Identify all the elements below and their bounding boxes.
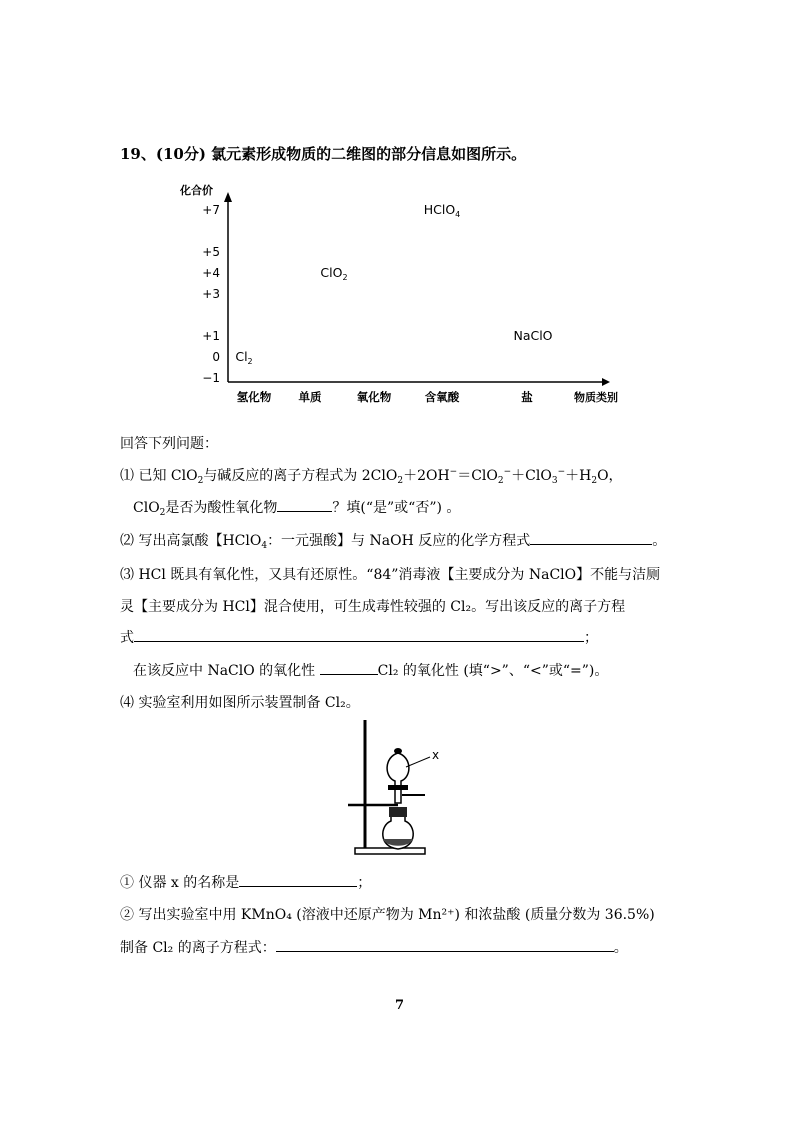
q1-answer-blank[interactable] (277, 497, 332, 512)
q3-line1: ⑶ HCl 既具有氧化性，又具有还原性。“84”消毒液【主要成分为 NaClO】不能与洁厕 (120, 567, 661, 583)
q3-line4-b: Cl₂ 的氧化性 (填“>”、“<”或“=”)。 (377, 663, 609, 679)
stand-base (355, 848, 425, 854)
y-tick-label: +3 (202, 287, 220, 301)
x-axis-label: 物质类别 (574, 391, 618, 404)
flask-stopper (389, 807, 407, 817)
q4-sub2: ② 写出实验室中用 KMnO₄ (溶液中还原产物为 Mn²⁺) 和浓盐酸 (质量分数为 36.5%) (120, 907, 655, 923)
y-tick-label: +5 (202, 245, 220, 259)
y-axis-label: 化合价 (180, 184, 213, 197)
data-point-label: NaClO (513, 328, 553, 343)
q3-line3-b: ； (584, 630, 598, 646)
data-point-label: $Cl_2$ (235, 349, 253, 366)
q4-equation-blank[interactable] (276, 937, 614, 952)
q4-sub1 (120, 872, 371, 892)
apparatus-diagram (340, 715, 460, 865)
q1-line2-b: 是否为酸性氧化物 (165, 500, 278, 516)
q3-compare-blank[interactable] (320, 660, 378, 675)
y-tick-label: −1 (202, 371, 220, 385)
q4-name-blank[interactable] (239, 872, 357, 887)
q1-text-b: 与碱反应的离子方程式为 2ClO (203, 468, 398, 484)
q2-line: ⑵ 写出高氯酸【HClO$_4$：一元强酸】与 NaOH 反应的化学方程式 。 (120, 530, 666, 551)
label-x: x (432, 748, 440, 762)
q1-line2: ClO$_2$是否为酸性氧化物 ？填(“是”或“否”) 。 (133, 497, 460, 518)
q3-line3 (120, 627, 598, 647)
x-tick-label: 氧化物 (356, 390, 392, 404)
q4-sub3 (120, 937, 628, 957)
question-title: 19、(10分) 氯元素形成物质的二维图的部分信息如图所示。 (120, 145, 527, 163)
q2-answer-blank[interactable] (530, 530, 652, 545)
q1-text-g: O， (597, 468, 623, 484)
q1-line1: ⑴ 已知 ClO$_2$与碱反应的离子方程式为 $2ClO_2+2OH^-=ClO_2^-+ClO_3^-+H_2O$， (120, 467, 623, 486)
q2-text-c: 。 (652, 533, 667, 549)
q1-text-e: ＋ClO (511, 468, 552, 484)
valence-category-chart (170, 180, 618, 410)
q1-line2-a: ClO (133, 500, 160, 516)
x-axis-arrow (602, 378, 610, 386)
y-axis-arrow (224, 192, 232, 202)
q3-line4 (133, 660, 608, 680)
y-tick-label: +1 (202, 329, 220, 343)
page-number: 7 (395, 998, 405, 1013)
data-point-label: HClO$_4$ (423, 202, 461, 219)
q4-sub3-a: 制备 Cl₂ 的离子方程式： (120, 940, 276, 956)
q1-text-d: ＝ClO (457, 468, 498, 484)
q3-line4-a: 在该反应中 NaClO 的氧化性 (133, 663, 316, 679)
q3-equation-blank[interactable] (134, 627, 584, 642)
y-tick-label: +7 (202, 203, 220, 217)
y-tick-label: 0 (212, 350, 220, 364)
q2-text-a: ⑵ 写出高氯酸【HClO (120, 533, 262, 549)
q1-text-c: ＋2OH (403, 468, 450, 484)
q4-sub1-a: ① 仪器 x 的名称是 (120, 875, 240, 891)
x-tick-label: 含氧酸 (424, 390, 460, 404)
x-tick-label: 盐 (521, 390, 533, 404)
q4-sub1-b: ； (357, 875, 372, 891)
answer-prompt: 回答下列问题： (120, 436, 218, 452)
q4-sub3-b: 。 (613, 940, 628, 956)
y-tick-label: +4 (202, 266, 220, 280)
x-tick-label: 单质 (298, 390, 322, 404)
q4-intro: ⑷ 实验室利用如图所示装置制备 Cl₂。 (120, 695, 360, 711)
q1-line2-c: ？填(“是”或“否”) 。 (332, 500, 461, 516)
q1-text-f: ＋H (565, 468, 592, 484)
funnel-stopper (394, 748, 402, 754)
q2-text-b: ：一元强酸】与 NaOH 反应的化学方程式 (267, 533, 531, 549)
data-point-label: ClO$_2$ (320, 265, 348, 282)
x-tick-label: 氢化物 (236, 390, 272, 404)
q3-line3-a: 式 (120, 630, 134, 646)
label-pointer (406, 757, 430, 767)
q3-line2: 灵【主要成分为 HCl】混合使用，可生成毒性较强的 Cl₂。写出该反应的离子方程 (120, 599, 626, 615)
q1-text-a: ⑴ 已知 ClO (120, 468, 198, 484)
funnel-stopcock (388, 785, 408, 790)
